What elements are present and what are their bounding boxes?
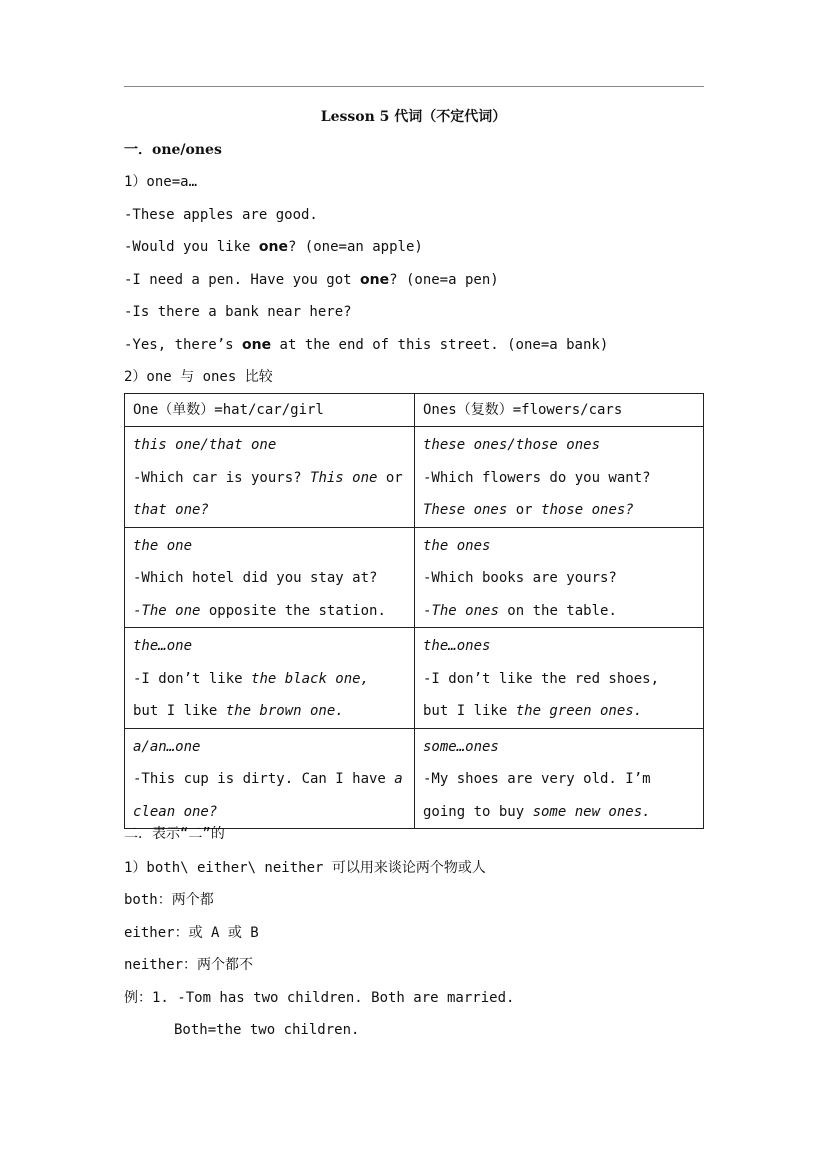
example-line: -Yes, there’s one at the end of this street. (one=a bank) bbox=[124, 337, 609, 353]
example-line: -Is there a bank near here? bbox=[124, 304, 352, 320]
example-line: -These apples are good. bbox=[124, 207, 318, 223]
page-title: Lesson 5 代词（不定代词） bbox=[320, 109, 507, 125]
table-cell: the…one -I don’t like the black one, but I like the brown one. bbox=[125, 628, 415, 729]
table-cell: the…ones -I don’t like the red shoes, but I like the green ones. bbox=[415, 628, 704, 729]
example-line: -I need a pen. Have you got one? (one=a pen) bbox=[124, 272, 499, 288]
table-cell: the ones -Which books are yours? -The ones on the table. bbox=[415, 527, 704, 628]
table-row bbox=[125, 427, 704, 528]
example-line: -Would you like one? (one=an apple) bbox=[124, 239, 423, 255]
table-cell: these ones/those ones -Which flowers do you want? These ones or those ones? bbox=[415, 427, 704, 528]
header-rule bbox=[124, 86, 704, 87]
example-line: Both=the two children. bbox=[174, 1022, 360, 1038]
table-cell: this one/that one -Which car is yours? This one or that one? bbox=[125, 427, 415, 528]
section2-sub1: 1）both\ either\ neither 可以用来谈论两个物或人 bbox=[124, 860, 486, 876]
one-ones-comparison-table bbox=[124, 393, 704, 829]
table-cell: the one -Which hotel did you stay at? -The one opposite the station. bbox=[125, 527, 415, 628]
definition-either: either：或 A 或 B bbox=[124, 925, 259, 941]
section1-sub1: 1）one=a… bbox=[124, 174, 198, 190]
table-row bbox=[125, 527, 704, 628]
table-row bbox=[125, 628, 704, 729]
section1-heading: 一．one/ones bbox=[124, 142, 222, 158]
section2-heading: 二．表示“二”的 bbox=[124, 826, 225, 842]
header-cell-ones: Ones（复数）=flowers/cars bbox=[415, 394, 704, 427]
header-cell-one: One（单数）=hat/car/girl bbox=[125, 394, 415, 427]
definition-both: both：两个都 bbox=[124, 892, 214, 908]
table-cell: some…ones -My shoes are very old. I’m going to buy some new ones. bbox=[415, 728, 704, 829]
example-line: 例：1. -Tom has two children. Both are married. bbox=[124, 990, 515, 1006]
table-header-row bbox=[125, 394, 704, 427]
section1-sub2: 2）one 与 ones 比较 bbox=[124, 369, 273, 385]
definition-neither: neither：两个都不 bbox=[124, 957, 254, 973]
table-cell: a/an…one -This cup is dirty. Can I have a clean one? bbox=[125, 728, 415, 829]
table-row bbox=[125, 728, 704, 829]
